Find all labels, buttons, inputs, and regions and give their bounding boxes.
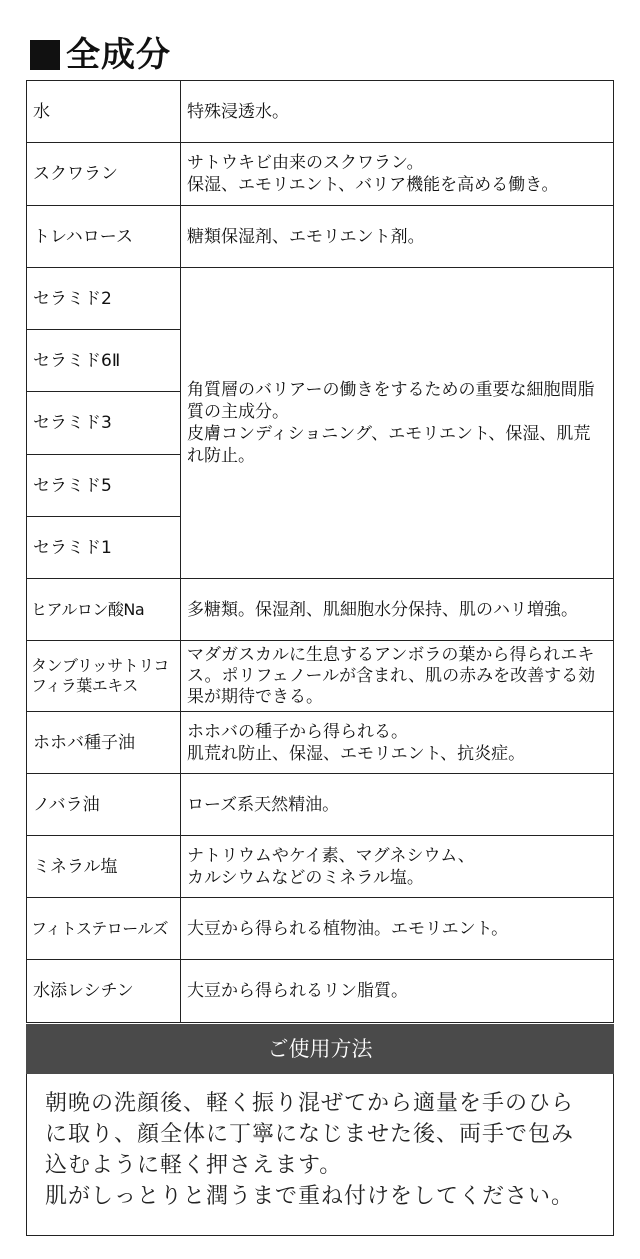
ingredient-description: 大豆から得られるリン脂質。 bbox=[181, 960, 614, 1023]
ingredient-description: ローズ系天然精油。 bbox=[181, 774, 614, 836]
ingredient-description: 特殊浸透水。 bbox=[181, 81, 614, 143]
ingredient-name: 水 bbox=[27, 81, 181, 143]
ingredient-description: 糖類保湿剤、エモリエント剤。 bbox=[181, 206, 614, 268]
ingredient-description: サトウキビ由来のスクワラン。 保湿、エモリエント、バリア機能を高める働き。 bbox=[181, 143, 614, 206]
page-title-text: 全成分 bbox=[66, 35, 171, 75]
ingredient-description: ホホバの種子から得られる。 肌荒れ防止、保湿、エモリエント、抗炎症。 bbox=[181, 712, 614, 774]
table-row bbox=[27, 81, 614, 143]
ingredient-description: マダガスカルに生息するアンボラの葉から得られエキス。ポリフェノールが含まれ、肌の赤みを改善する効果が期待できる。 bbox=[181, 641, 614, 712]
table-row bbox=[27, 641, 614, 712]
ingredient-name: ホホバ種子油 bbox=[27, 712, 181, 774]
ingredient-name: スクワラン bbox=[27, 143, 181, 206]
table-row bbox=[27, 836, 614, 898]
ingredient-name: ノバラ油 bbox=[27, 774, 181, 836]
ingredient-description: 大豆から得られる植物油。エモリエント。 bbox=[181, 898, 614, 960]
page-title bbox=[30, 30, 171, 80]
ingredient-name: セラミド2 bbox=[27, 268, 181, 330]
table-row bbox=[27, 143, 614, 206]
ingredient-name: フィトステロールズ bbox=[27, 898, 181, 960]
usage-text: 朝晩の洗顔後、軽く振り混ぜてから適量を手のひらに取り、顔全体に丁寧になじませた後、両手で包み込むように軽く押さえます。 肌がしっとりと潤うまで重ね付けをしてください。 bbox=[26, 1074, 614, 1236]
ingredient-name: ミネラル塩 bbox=[27, 836, 181, 898]
ingredient-name: セラミド1 bbox=[27, 517, 181, 579]
table-row bbox=[27, 960, 614, 1023]
ingredient-name: 水添レシチン bbox=[27, 960, 181, 1023]
usage-heading: ご使用方法 bbox=[26, 1024, 614, 1074]
table-row bbox=[27, 579, 614, 641]
table-row bbox=[27, 774, 614, 836]
table-row bbox=[27, 712, 614, 774]
ingredient-name: セラミド3 bbox=[27, 392, 181, 455]
ceramide-group-description: 角質層のバリアーの働きをするための重要な細胞間脂質の主成分。 皮膚コンディショニング、エモリエント、保湿、肌荒れ防止。 bbox=[181, 268, 614, 579]
table-row bbox=[27, 268, 614, 330]
ingredients-table bbox=[26, 80, 614, 1023]
table-row bbox=[27, 898, 614, 960]
ingredient-name: ヒアルロン酸Na bbox=[27, 579, 181, 641]
black-square-icon bbox=[30, 40, 60, 70]
ingredient-name: セラミド6Ⅱ bbox=[27, 330, 181, 392]
ingredient-description: 多糖類。保湿剤、肌細胞水分保持、肌のハリ増強。 bbox=[181, 579, 614, 641]
ingredient-description: ナトリウムやケイ素、マグネシウム、 カルシウムなどのミネラル塩。 bbox=[181, 836, 614, 898]
ingredient-name: トレハロース bbox=[27, 206, 181, 268]
ingredient-name: セラミド5 bbox=[27, 455, 181, 517]
table-row bbox=[27, 206, 614, 268]
ingredient-name: タンブリッサトリコフィラ葉エキス bbox=[27, 641, 181, 712]
